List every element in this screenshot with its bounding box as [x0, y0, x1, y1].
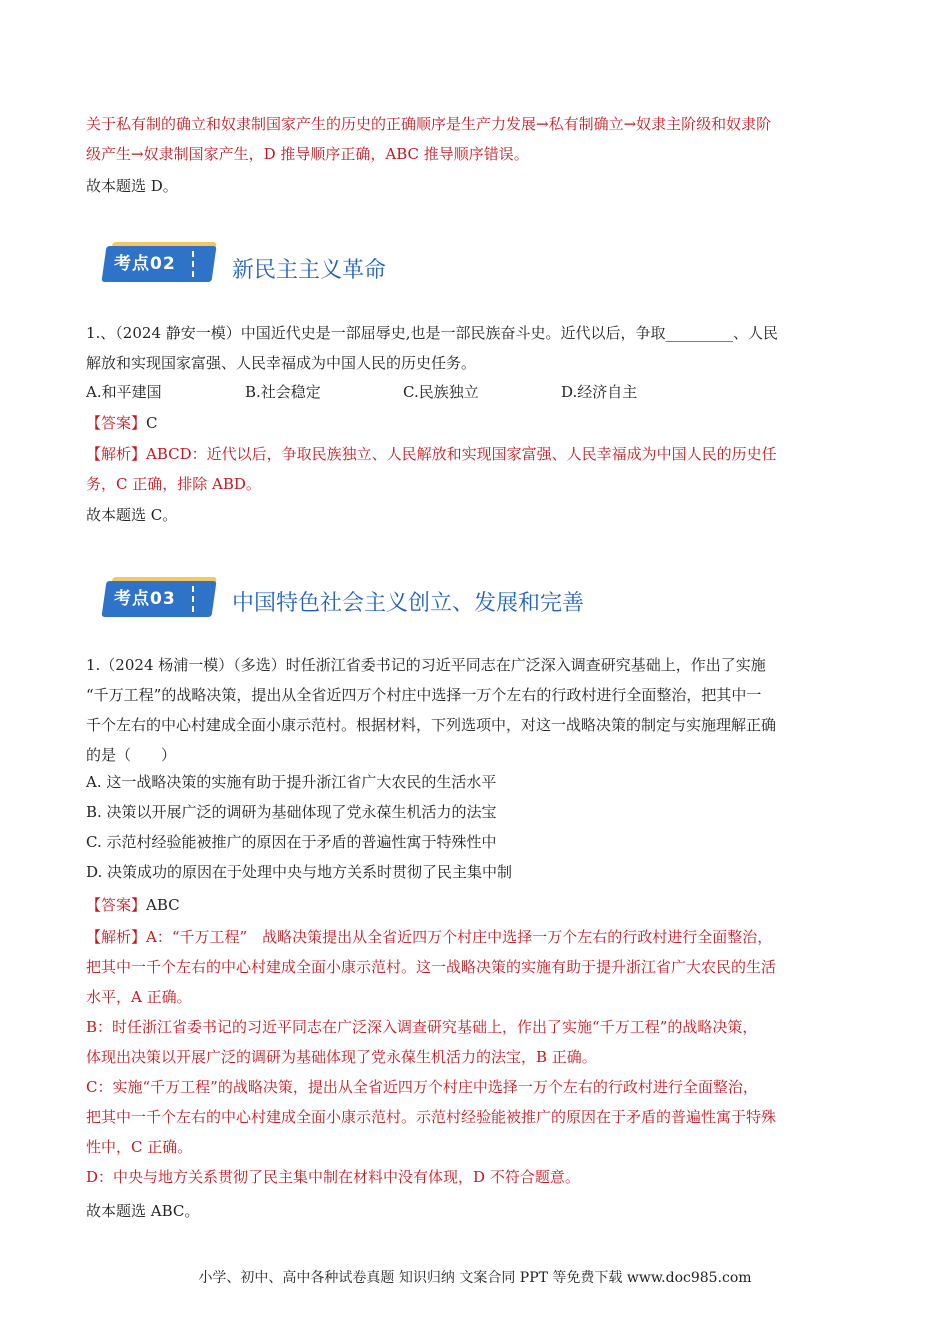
page-footer: 小学、初中、高中各种试卷真题 知识归纳 文案合同 PPT 等免费下载 www.doc985.com — [198, 1270, 752, 1286]
section-badge — [104, 242, 222, 286]
text-line: 性中，C 正确。 — [86, 1138, 193, 1156]
option-b: B.社会稳定 — [245, 383, 321, 401]
text-line: 1.、（2024 静安一模）中国近代史是一部屈辱史,也是一部民族奋斗史。近代以后，争取_________、人民 — [86, 324, 779, 342]
text-line: 把其中一千个左右的中心村建成全面小康示范村。示范村经验能被推广的原因在于矛盾的普遍性寓于特殊 — [86, 1108, 777, 1126]
text-line: 的是（ ） — [86, 746, 177, 764]
answer-line — [86, 408, 866, 438]
text-line: 【解析】A：“千万工程” 战略决策提出从全省近四万个村庄中选择一万个左右的行政村进行全面整治， — [86, 928, 773, 946]
section-title: 新民主主义革命 — [232, 258, 387, 283]
section-title: 中国特色社会主义创立、发展和完善 — [232, 591, 585, 616]
answer-value: C — [146, 414, 158, 432]
text-line: 级产生→奴隶制国家产生，D 推导顺序正确，ABC 推导顺序错误。 — [86, 145, 529, 163]
answer-label: 【答案】 — [86, 414, 147, 432]
text-line: 水平，A 正确。 — [86, 988, 192, 1006]
option-b: B. 决策以开展广泛的调研为基础体现了党永葆生机活力的法宝 — [86, 803, 497, 821]
text-line: 关于私有制的确立和奴隶制国家产生的历史的正确顺序是生产力发展→私有制确立→奴隶主阶级和奴隶阶 — [86, 115, 772, 133]
question-options — [86, 767, 866, 887]
text-line: 务，C 正确，排除 ABD。 — [86, 475, 261, 493]
badge-label: 考点03 — [114, 589, 176, 609]
text-line: 1.（2024 杨浦一模）（多选）时任浙江省委书记的习近平同志在广泛深入调查研究基础上，作出了实施 — [86, 656, 766, 674]
text-line: 体现出决策以开展广泛的调研为基础体现了党永葆生机活力的法宝，B 正确。 — [86, 1048, 597, 1066]
text-line: “千万工程”的战略决策，提出从全省近四万个村庄中选择一万个左右的行政村进行全面整治，把其中一 — [86, 686, 762, 704]
answer-value: ABC — [146, 896, 180, 914]
analysis-block — [86, 922, 866, 1192]
text-line: C：实施“千万工程”的战略决策，提出从全省近四万个村庄中选择一万个左右的行政村进行全面整治， — [86, 1078, 758, 1096]
option-d: D. 决策成功的原因在于处理中央与地方关系时贯彻了民主集中制 — [86, 863, 513, 881]
section-badge — [104, 577, 222, 621]
text-line: B：时任浙江省委书记的习近平同志在广泛深入调查研究基础上，作出了实施“千万工程”的战略决策， — [86, 1018, 758, 1036]
analysis-label: 【解析】 — [86, 928, 147, 946]
question-stem — [86, 650, 866, 770]
analysis-label: 【解析】 — [86, 445, 147, 463]
text-line: 千个左右的中心村建成全面小康示范村。根据材料，下列选项中，对这一战略决策的制定与实施理解正确 — [86, 716, 777, 734]
option-c: C.民族独立 — [403, 383, 479, 401]
badge-label: 考点02 — [114, 254, 176, 274]
text-line: 【解析】ABCD：近代以后，争取民族独立、人民解放和实现国家富强、人民幸福成为中国人民的历史任 — [86, 445, 777, 463]
option-d: D.经济自主 — [561, 383, 638, 401]
conclusion: 故本题选 C。 — [86, 506, 178, 524]
analysis-block — [86, 439, 866, 499]
option-a: A. 这一战略决策的实施有助于提升浙江省广大农民的生活水平 — [86, 773, 497, 791]
answer-label: 【答案】 — [86, 896, 147, 914]
intro-explanation — [86, 109, 866, 169]
option-a: A.和平建国 — [86, 383, 162, 401]
text-line: 把其中一千个左右的中心村建成全面小康示范村。这一战略决策的实施有助于提升浙江省广大农民的生活 — [86, 958, 777, 976]
text-line: D：中央与地方关系贯彻了民主集中制在材料中没有体现，D 不符合题意。 — [86, 1168, 580, 1186]
intro-conclusion: 故本题选 D。 — [86, 177, 178, 195]
conclusion: 故本题选 ABC。 — [86, 1202, 200, 1220]
answer-line — [86, 890, 866, 920]
option-c: C. 示范村经验能被推广的原因在于矛盾的普遍性寓于特殊性中 — [86, 833, 497, 851]
text-line: 解放和实现国家富强、人民幸福成为中国人民的历史任务。 — [86, 354, 477, 372]
question-stem — [86, 318, 866, 378]
